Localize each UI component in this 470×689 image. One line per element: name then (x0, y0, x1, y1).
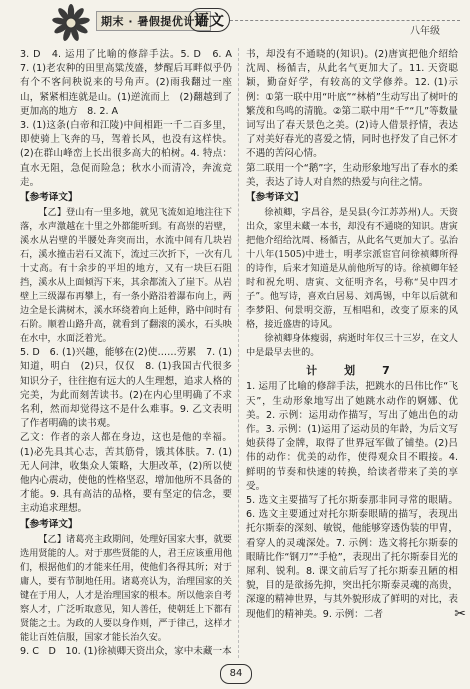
answer-paragraph: 9. C D 10. (1)徐祯卿天资出众，家中未藏一本 (20, 645, 232, 657)
reference-translation-tag: 【参考译文】 (246, 192, 304, 204)
translation-paragraph: 徐祯卿，字昌谷，是吴县(今江苏苏州)人。天资出众，家里未藏一本书，却没有不通晓的知识。唐寅把他介绍给沈周、杨循吉，从此名气更加大了。弘治十八年(1505)中进士，明孝宗派宦官问徐祯卿所得的诗作，后来才知道是从前他所写的诗。徐祯卿年轻时和祝允明、唐寅、文征明齐名，号称“吴中四才子”。他写诗，喜欢白居易、刘禹锡，中年以后就和李梦阳、何景明交游，互相唱和，改变了原来的风格，接近盛唐的诗风。 (246, 207, 458, 331)
answer-paragraph: 乙文：作者的亲人都在身边，这也是他的幸福。(1)必先具其心志，苦其筋骨，饿其体肤。7. (1)无人问津，收集众人策略，大胆改革，(2)所以使他内心震动，使他的性格坚忍，增加他所不具备的才能。9. 具有高洁的品格，要有坚定的信念，要主动追求理想。 (20, 432, 232, 515)
answer-paragraph: 5. D 6. (1)兴趣，能够在(2)使……劳累 7. (1)知道，明白 (2)只，仅仅 8. (1)我国古代很多知识分子，往往抱有远大的人生理想，追求人格的完美，为此而刻苦读书。(2)在内心里明确了不求名利，然而却觉得这不是什么难事。9. 乙文表明了作者明确的读书观。 (20, 347, 232, 430)
flower-logo-icon (52, 4, 90, 42)
plan-heading: 计 划 7 (306, 364, 398, 378)
header-divider (230, 20, 460, 21)
column-divider (238, 48, 239, 658)
answer-paragraph: 3. (1)这条(白帝和江陵)中间相距一千二百多里，即使骑上飞奔的马，驾着长风，也没有这样快。(2)在群山峰峦上长出很多高大的柏树。4. 特点：直水无阻，急促而险急；秋水小而清冷，奔流竞走。 (20, 120, 232, 188)
grade-label: 八年级 (410, 26, 440, 37)
answer-paragraph: 第二联用一个“鹅”字，生动形象地写出了春水的柔美，表达了诗人对自然的热爱与向往之情。 (246, 162, 458, 188)
translation-paragraph: 徐祯卿身体瘦弱，病逝时年仅三十三岁，在文人中是最早去世的。 (246, 333, 458, 359)
answer-paragraph: 5. 选文主要描写了托尔斯泰那非同寻常的眼睛。6. 选文主要通过对托尔斯泰眼睛的描写，表现出托尔斯泰的深刻、敏锐，他能够穿透伪装的甲胄，看穿人的灵魂深处。7. 示例：选文将托尔斯泰的眼睛比作“钢刀”“手枪”，表现出了托尔斯泰目光的犀利、锐利。8. 课文前后写了托尔斯泰丑陋的相貌，目的是欲扬先抑，突出托尔斯泰灵魂的高贵，深邃的精神世界，与其外貌形成了鲜明的对比，表现他们的精神美。9. 示例：二者 (246, 495, 458, 620)
right-column (246, 48, 458, 622)
translation-paragraph: 【乙】登山有一里多地，就见飞流如迫地注往下落，水声激越在十里之外都能听到。有高崇的岩壁，溪水从岩壁的半腰处奔突而出，水流中间有几块岩石，溪水撞击岩石又流下，流过三次折下，一次有几十丈高。有十余步的平坦的地方，又有一块巨石阻挡，溪水从上面倾泻下来，其余都流入了崖下。从岩壁上三级瀑布再攀上，有一条小路沿着瀑布向上，两边全是长满树木，溪水环绕着向上延伸，路中间时有石阶。顺着山路升高，就看到了翻滚的溪水，石头映在水中，水面泛着光。 (20, 207, 232, 345)
reference-translation-tag: 【参考译文】 (20, 192, 78, 204)
series-title: 期末 · 暑假提优计划 (96, 11, 211, 31)
subject-badge: 语文 (188, 8, 230, 32)
answer-paragraph: 1. 运用了比喻的修辞手法，把跳水的吕伟比作“飞天”，生动形象地写出了她跳水动作的婀娜、优美。2. 示例：运用动作描写，写出了她出色的动作。3. 示例：(1)运用了运动员的年龄，为后文写她获得了金牌，取得了世界冠军做了铺垫。(2)吕伟的动作：优美的动作，使得观众目不暇接。4. 鲜明的节奏和快速的转换，给读者带来了美的享受。 (246, 381, 458, 492)
left-column (20, 48, 242, 659)
page-number: 84 (220, 664, 252, 684)
reference-translation-tag: 【参考译文】 (20, 518, 78, 530)
answer-paragraph: 书，却没有不通晓的(知识)。(2)唐寅把他介绍给沈周、杨循吉，从此名气更加大了。11. 天资聪颖，勤奋好学，有较高的文学修养。12. (1)示例：①第一联中用“叶底”“林梢”生动写出了树叶的繁茂和鸟鸣的清脆。②第二联中用“千”“几”等数量词写出了春天景色之美。(2)诗人借景抒情，表达了对美好春光的喜爱之情，同时也抒发了自己怀才不遇的苦闷心情。 (246, 49, 458, 160)
scissors-icon: ✂ (454, 606, 466, 622)
page-header (0, 0, 470, 44)
answer-paragraph: 3. D 4. 运用了比喻的修辞手法。5. D 6. A 7. (1)老农种的田里高粱茂盛，梦醒后耳畔似乎仍有个不客问秧说来的号角声。(2)雨我翻过一座山，紧紧相连就是山。(1)逆流而上 (2)翻越到了更加高的地方 8. 2. A (20, 49, 242, 117)
translation-paragraph: 【乙】诸葛亮主政期间，处理好国家大事，就要选用贤能的人。对于那些贤能的人，君王应该重用他们，根据他们的才能来任用，使他们各得其所；对于庸人，要有节制地任用。诸葛亮认为，治理国家的关键在于用人，人才是治理国家的根本。所以他亲自考察人才，广泛听取意见，知人善任，使朝廷上下都有贤能之士。为政的人要以身作则，严于律己，这样才能让百姓信服，国家才能长治久安。 (20, 533, 232, 643)
